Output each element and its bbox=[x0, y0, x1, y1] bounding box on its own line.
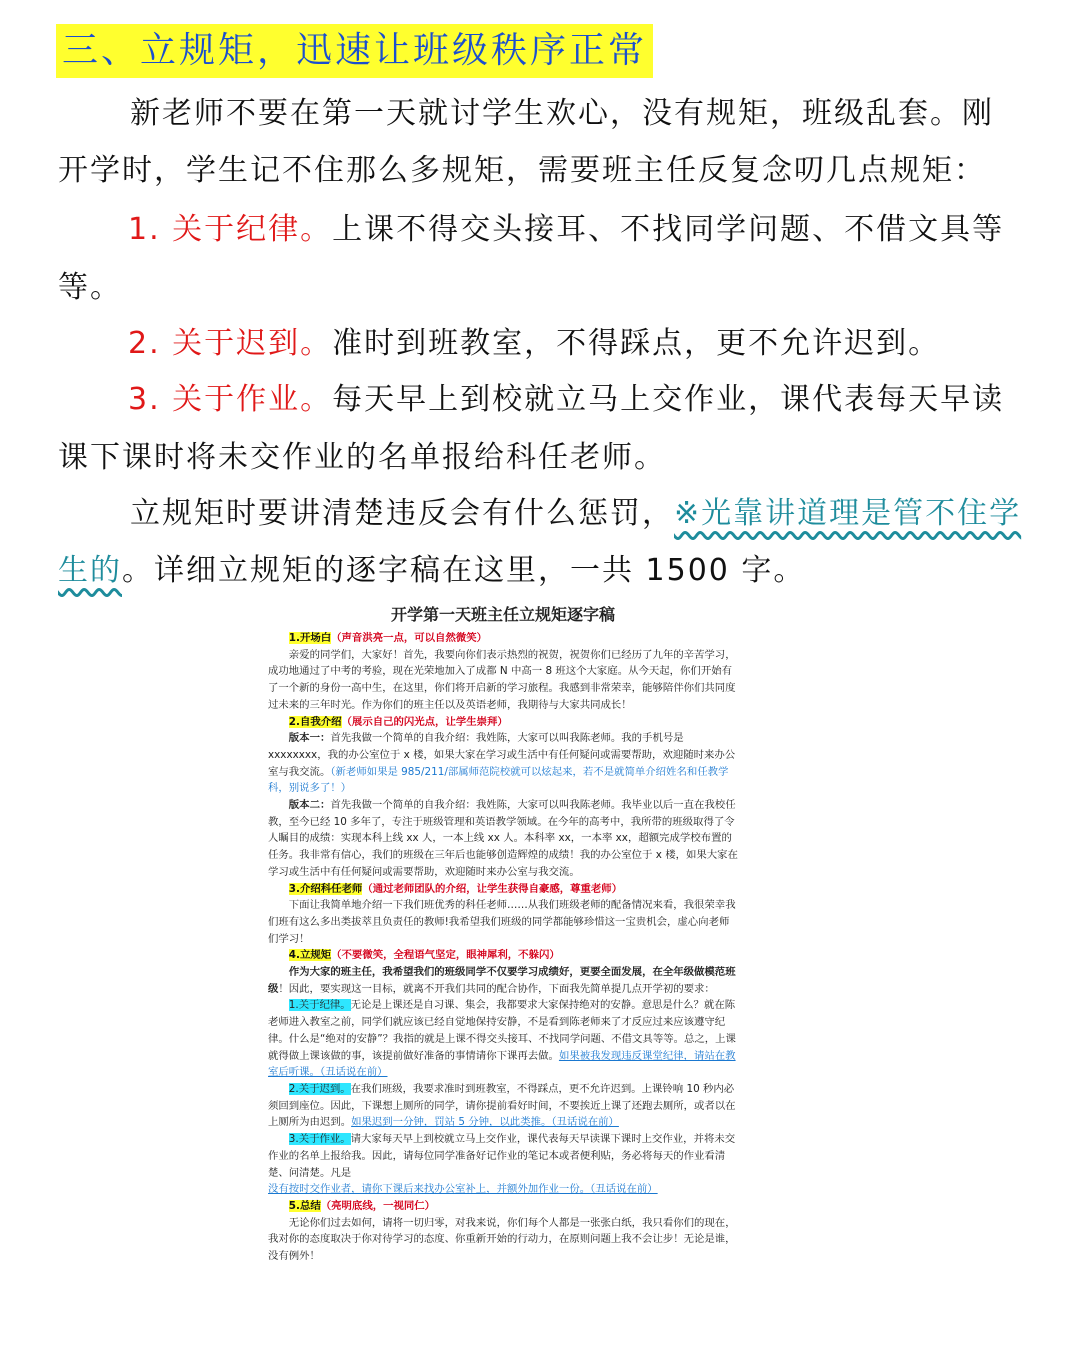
sec-note: （展示自己的闪光点，让学生崇拜） bbox=[341, 715, 508, 728]
rule-homework-text: 每天早上到校就立马上交作业，课代表每天早读 bbox=[332, 382, 1005, 417]
doc-self-intro-v2 bbox=[268, 797, 738, 881]
intro-line-2: 开学时，学生记不住那么多规矩，需要班主任反复念叨几点规矩： bbox=[58, 153, 986, 188]
rule-label: 2.关于迟到。 bbox=[288, 1082, 351, 1095]
intro-rest: ！因此，要实现这一目标，就离不开我们共同的配合协作，下面我先简单提几点开学初的要求： bbox=[278, 982, 715, 995]
sec-note: （亮明底线，一视同仁） bbox=[320, 1199, 436, 1212]
sec-note: （不要微笑，全程语气坚定，眼神犀利，不躲闪） bbox=[331, 949, 560, 962]
sec-name: 总结 bbox=[299, 1199, 321, 1212]
punishment-line-2 bbox=[58, 545, 1028, 589]
sec-name: 开场白 bbox=[299, 632, 332, 644]
rule-discipline bbox=[128, 204, 1080, 248]
intro-line-1: 新老师不要在第一天就讨学生欢心，没有规矩，班级乱套。刚 bbox=[130, 96, 994, 131]
rule-homework-cont: 课下课时将未交作业的名单报给科任老师。 bbox=[58, 440, 666, 475]
intro-bold: 作为大家的班主任，我希望我们的班级同学不仅要学习成绩好，更要全面发展，在全年级做模范班级 bbox=[268, 966, 736, 995]
doc-summary-body: 无论你们过去如何，请将一切归零，对我来说，你们每个人都是一张张白纸，我只看你们的现在，我对你的态度取决于你对待学习的态度、你重新开始的行动力，在原则问题上我不会让步！无论是谁，没有例外！ bbox=[268, 1216, 736, 1263]
sec-num: 5. bbox=[288, 1199, 300, 1212]
rule-discipline-label: 1. 关于纪律。 bbox=[128, 212, 333, 247]
doc-opening-body: 亲爱的同学们，大家好！首先，我要向你们表示热烈的祝贺，祝贺你们已经历了九年的辛苦学习，成功地通过了中考的考验，现在光荣地加入了成都 N 中高一 8 班这个大家庭。从今天起，你们开始有了一个新的身份一高中生，在这里，你们将开启新的学习旅程。我感到非常荣幸，能够陪伴你们共同度过未来的三年时光。作为你们的班主任以及英语老师，我期待与大家共同成长！ bbox=[268, 648, 736, 711]
version-note: （新老师如果是 985/211/部属师范院校就可以炫起来，若不是就简单介绍姓名和任教学科，别说多了！） bbox=[268, 765, 729, 795]
section-heading: 三、立规矩，迅速让班级秩序正常 bbox=[56, 24, 653, 78]
sec-name: 自我介绍 bbox=[299, 715, 342, 728]
version-label: 版本二： bbox=[288, 799, 331, 812]
rule-body: 无论是上课还是自习课、集会，我都要求大家保持绝对的安静。意思是什么？就在陈老师进入教室之前，同学们就应该已经自觉地保持安静，不是看到陈老师来了才反应过来应该遵守纪律。什么是“绝对的安静”？我指的就是上课不得交头接耳、不找同学问题、不借文具等等。总之，上课就得做上课该做的事，该提前做好准备的事情请你下课再去做。 bbox=[268, 999, 736, 1062]
rule-homework-label: 3. 关于作业。 bbox=[128, 382, 333, 417]
rule-body: 在我们班级，我要求准时到班教室，不得踩点，更不允许迟到。上课铃响 10 秒内必须回到座位。因此，下课想上厕所的同学，请你提前看好时间，不要挨近上课了还跑去厕所，或者以在上厕所为由迟到。 bbox=[268, 1082, 736, 1129]
transcript-intro: 。详细立规矩的逐字稿在这里，一共 1500 字。 bbox=[122, 553, 806, 588]
doc-rule-late bbox=[268, 1081, 738, 1131]
punishment-line-1 bbox=[130, 488, 1080, 532]
doc-section-self-intro bbox=[268, 714, 738, 731]
rule-label: 1.关于纪律。 bbox=[288, 999, 351, 1012]
sec-num: 4. bbox=[288, 949, 300, 962]
doc-rule-homework bbox=[268, 1131, 738, 1198]
rule-penalty: 如果迟到一分钟，罚站 5 分钟，以此类推。（丑话说在前） bbox=[351, 1116, 619, 1129]
rule-homework bbox=[128, 374, 1080, 418]
sec-num: 2. bbox=[288, 715, 300, 728]
rule-late-text: 准时到班教室，不得踩点，更不允许迟到。 bbox=[332, 326, 941, 361]
doc-section-summary bbox=[268, 1198, 738, 1215]
rule-body: 请大家每天早上到校就立马上交作业，课代表每天早读课下课时上交作业，并将未交作业的名单上报给我。因此，请每位同学准备好记作业的笔记本或者便利贴，务必将每天的作业看清楚、问清楚。凡是 bbox=[268, 1133, 736, 1179]
rule-penalty: 没有按时交作业者，请你下课后来找办公室补上，并额外加作业一份。（丑话说在前） bbox=[268, 1183, 658, 1196]
rule-late bbox=[128, 318, 1080, 362]
doc-rule-discipline bbox=[268, 997, 738, 1081]
rule-discipline-cont: 等。 bbox=[58, 270, 122, 305]
version-label: 版本一： bbox=[288, 732, 331, 745]
punishment-text: 立规矩时要讲清楚违反会有什么惩罚， bbox=[130, 496, 674, 531]
sec-name: 介绍科任老师 bbox=[299, 882, 363, 895]
sec-note: （通过老师团队的介绍，让学生获得自豪感，尊重老师） bbox=[362, 882, 623, 895]
rule-discipline-text: 上课不得交头接耳、不找同学问题、不借文具等 bbox=[332, 212, 1005, 247]
sec-name: 立规矩 bbox=[299, 949, 332, 962]
embedded-transcript-document bbox=[268, 598, 738, 1368]
doc-section-rules bbox=[268, 947, 738, 964]
doc-teachers-body: 下面让我简单地介绍一下我们班优秀的科任老师……从我们班级老师的配备情况来看，我很荣幸我们班有这么多出类拔萃且负责任的教师!我希望我们班级的同学都能够珍惜这一宝贵机会，虚心向老师们学习！ bbox=[268, 899, 736, 945]
sec-num: 1. bbox=[288, 632, 300, 644]
doc-self-intro-v1 bbox=[268, 730, 738, 797]
doc-section-opening bbox=[268, 630, 738, 647]
version-body: 首先我做一个简单的自我介绍：我姓陈，大家可以叫我陈老师。我毕业以后一直在我校任教，至今已经 10 多年了，专注于班级管理和英语教学领域。在今年的高考中，我所带的班级取得了令人瞩目的成绩：实现本科上线 xx 人，一本上线 xx 人。本科率 xx，一本率 xx，超额完成学校布置的任务。我非常有信心，我们的班级在三年后也能够创造辉煌的成绩！我的办公室位于 x 楼，如果大家在学习或生活中有任何疑问或需要帮助，欢迎随时来办公室与我交流。 bbox=[268, 799, 738, 878]
punishment-note: ※光靠讲道理是管不住学 bbox=[674, 496, 1022, 531]
doc-rules-intro bbox=[268, 964, 738, 997]
sec-num: 3. bbox=[288, 882, 300, 895]
doc-section-teachers bbox=[268, 881, 738, 898]
rule-late-label: 2. 关于迟到。 bbox=[128, 326, 333, 361]
doc-title: 开学第一天班主任立规矩逐字稿 bbox=[390, 605, 615, 624]
rule-label: 3.关于作业。 bbox=[288, 1133, 351, 1146]
punishment-note-cont: 生的 bbox=[58, 553, 122, 588]
rule-penalty: 如果被我发现违反课堂纪律，请站在教室后听课。（丑话说在前） bbox=[268, 1049, 736, 1079]
version-body: 首先我做一个简单的自我介绍：我姓陈，大家可以叫我陈老师。我的手机号是 xxxxxxxx，我的办公室位于 x 楼，如果大家在学习或生活中有任何疑问或需要帮助，欢迎随时来办公室与我交流。 bbox=[268, 732, 736, 778]
sec-note: （声音洪亮一点，可以自然微笑） bbox=[331, 632, 488, 644]
